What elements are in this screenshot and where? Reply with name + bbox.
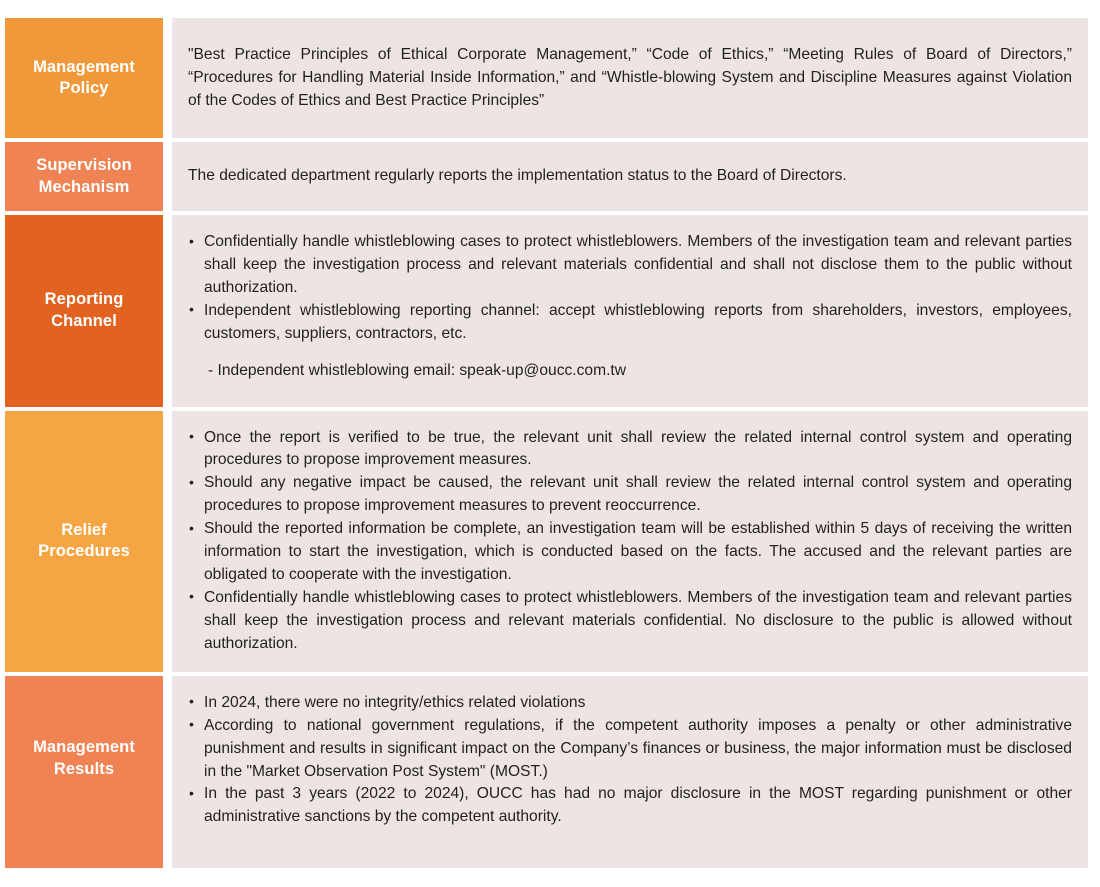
list-item: • Should the reported information be complete, an investigation team will be established within 5 days of receiving the written information to start the investigation, which is conducted based on the facts. The accused and the relevant parties are obligated to cooperate with the investigation. [188,518,1072,587]
row-label-management-policy [5,18,163,138]
list-item: • Once the report is verified to be true, the relevant unit shall review the related internal control system and operating procedures to propose improvement measures. [188,427,1072,473]
row-label-text [45,289,124,332]
whistleblowing-email-line: - Independent whistleblowing email: speak-up@oucc.com.tw [208,361,627,379]
management-results-bullet-list [188,692,1072,830]
table-row [5,18,1088,138]
row-label-line1: Management [33,738,135,757]
table-row [5,676,1088,868]
row-content-reporting-channel [172,215,1088,406]
row-content-management-policy [172,18,1088,138]
row-content-supervision-mechanism [172,142,1088,211]
list-item: • Should any negative impact be caused, the relevant unit shall review the related internal control system and operating procedures to propose improvement measures to prevent reoccurrence. [188,472,1072,518]
row-content-relief-procedures [172,411,1088,672]
row-label-line1: Supervision [36,156,132,175]
row-label-text [36,155,132,198]
list-item: • Confidentially handle whistleblowing cases to protect whistleblowers. Members of the investigation team and relevant parties shall keep the investigation process and relevant materials confidential. No disclosure to the public is allowed without authorization. [188,587,1072,656]
row-label-supervision-mechanism [5,142,163,211]
list-item: • In 2024, there were no integrity/ethics related violations [188,692,1072,715]
list-item: • Confidentially handle whistleblowing cases to protect whistleblowers. Members of the investigation team and relevant parties shall keep the investigation process and relevant materials confidential and shall not disclose them to the public without authorization. [188,231,1072,300]
row-label-text [33,737,135,780]
row-label-text [33,57,135,100]
table-row [5,411,1088,672]
row-label-line2: Mechanism [38,177,130,196]
row-label-line2: Policy [59,79,109,98]
row-label-line2: Procedures [38,542,130,561]
list-item: • Independent whistleblowing reporting channel: accept whistleblowing reports from shareholders, investors, employees, customers, suppliers, contractors, etc. [188,300,1072,346]
supervision-paragraph: The dedicated department regularly reports the implementation status to the Board of Directors. [188,167,847,185]
row-label-reporting-channel [5,215,163,406]
table-row [5,142,1088,211]
list-item: • In the past 3 years (2022 to 2024), OUCC has had no major disclosure in the MOST regarding punishment or other administrative sanctions by the competent authority. [188,783,1072,829]
row-content-management-results [172,676,1088,868]
relief-procedures-bullet-list [188,427,1072,656]
row-label-management-results [5,676,163,868]
row-label-line2: Results [53,759,115,778]
table-row [5,215,1088,406]
row-label-line1: Management [33,57,135,76]
reporting-channel-bullet-list [188,231,1072,346]
row-label-line2: Channel [51,311,117,330]
policy-paragraph: "Best Practice Principles of Ethical Corporate Management,” “Code of Ethics,” “Meeting Rules of Board of Directors,” “Procedures for Handling Material Inside Information,” and “Whistle-blowing System and Discipline Measures against Violation of the Codes of Ethics and Best Practice Principles” [188,45,1072,109]
row-label-line1: Relief [61,520,107,539]
row-label-text [38,520,130,563]
row-label-line1: Reporting [44,290,124,309]
row-label-relief-procedures [5,411,163,672]
list-item: • According to national government regulations, if the competent authority imposes a penalty or other administrative punishment and results in significant impact on the Company’s finances or business, the major information must be disclosed in the "Market Observation Post System" (MOST.) [188,715,1072,784]
